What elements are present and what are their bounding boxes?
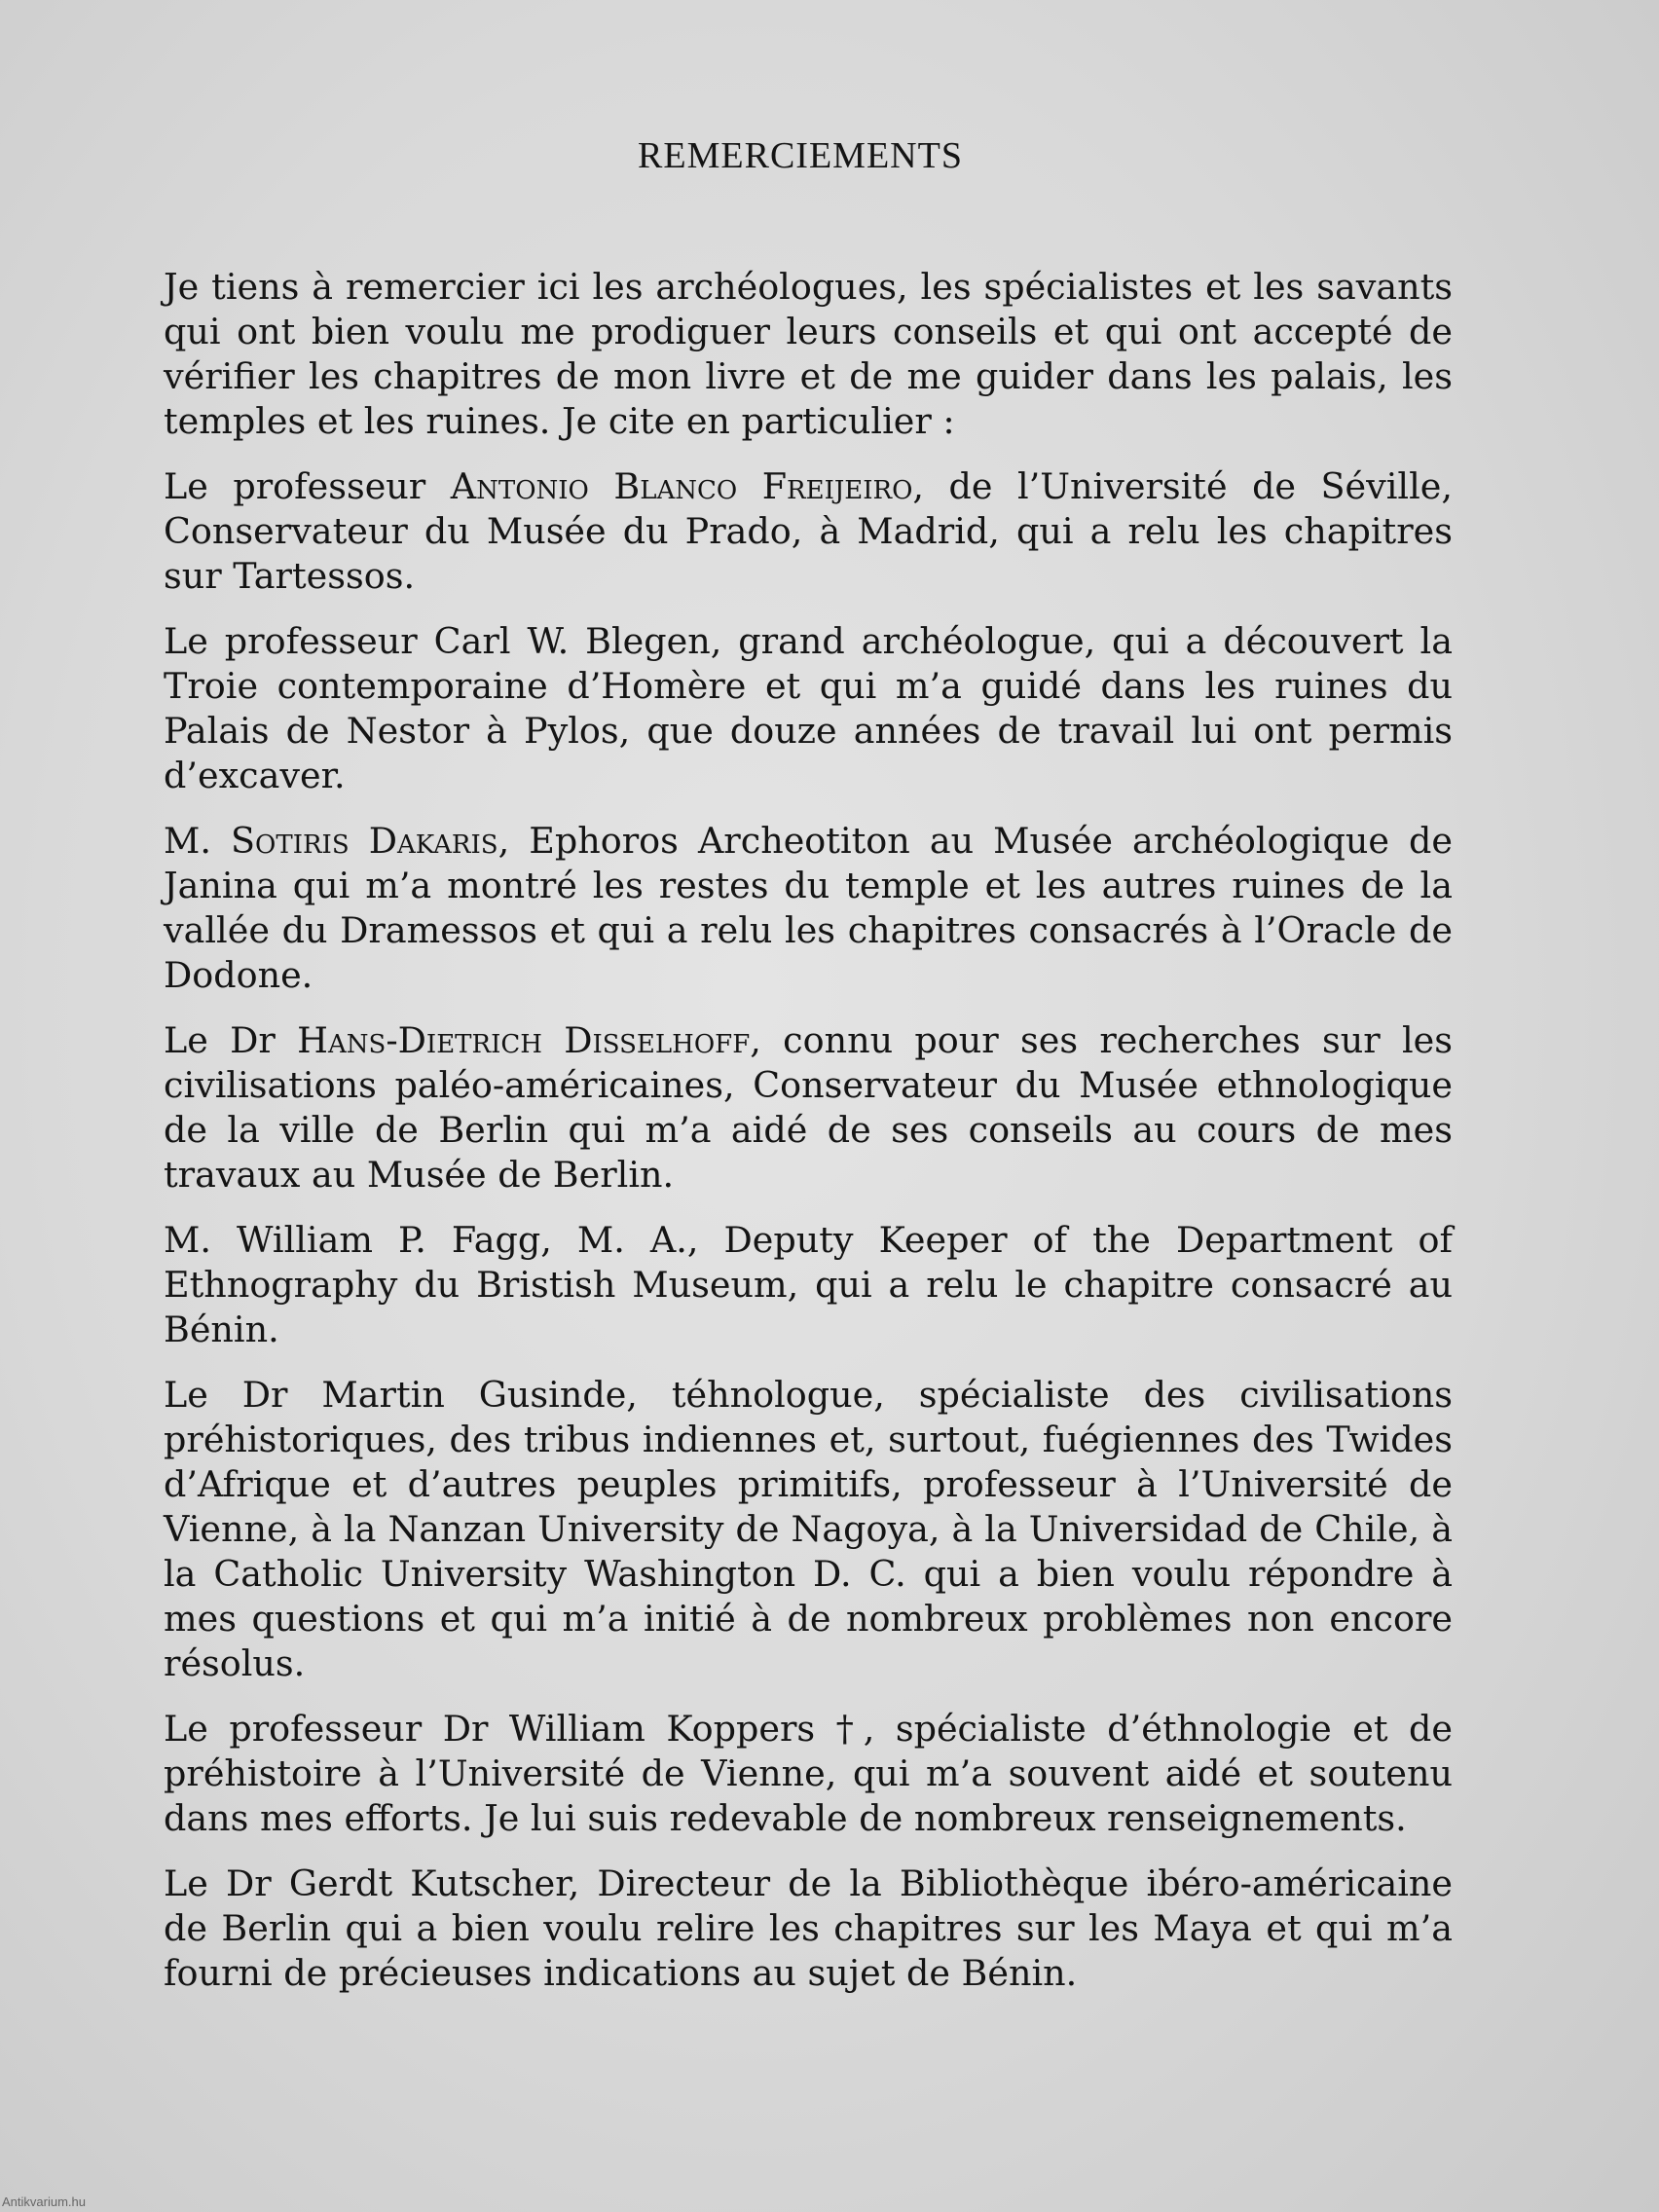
paragraph-koppers: Le professeur Dr William Koppers †, spécialiste d’éthnologie et de préhistoire à l’Université de Vienne, qui m’a souvent aidé et soutenu dans mes efforts. Je lui suis redevable de nombreux renseignements. xyxy=(164,1708,1453,1839)
watermark: Antikvarium.hu xyxy=(2,2194,86,2209)
text-suffix: , Ephoros Archeotiton au Musée archéologique de Janina qui m’a montré les restes du temple et les autres ruines de la vallée du Dramessos et qui a relu les chapitres consacrés à l’Oracle de Dodone. xyxy=(164,820,1453,996)
paragraph-dakaris xyxy=(164,819,1453,998)
page-title: REMERCIEMENTS xyxy=(638,135,963,176)
paragraph-disselhoff xyxy=(164,1018,1453,1198)
text-suffix: , connu pour ses recherches sur les civilisations paléo-américaines, Conservateur du Musée ethnologique de la ville de Berlin qui m’a aidé de ses conseils au cours de mes travaux au Musée de Berlin. xyxy=(164,1019,1453,1196)
paragraph-gusinde: Le Dr Martin Gusinde, téhnologue, spécialiste des civilisations préhistoriques, des tribus indiennes et, surtout, fuégiennes des Twides d’Afrique et d’autres peuples primitifs, professeur à l’Université de Vienne, à la Nanzan University de Nagoya, à la Universidad de Chile, à la Catholic University Washington D. C. qui a bien voulu répondre à mes questions et qui m’a initié à de nombreux problèmes non encore résolus. xyxy=(164,1374,1453,1684)
paragraph-fagg: M. William P. Fagg, M. A., Deputy Keeper of the Department of Ethnography du Bristish Museum, qui a relu le chapitre consacré au Bénin. xyxy=(164,1219,1453,1350)
text-suffix: , de l’Université de Séville, Conservateur du Musée du Prado, à Madrid, qui a relu les chapitres sur Tartessos. xyxy=(164,465,1453,597)
person-name: Antonio Blanco Freijeiro xyxy=(450,465,913,507)
person-name: Hans-Dietrich Disselhoff xyxy=(297,1019,751,1061)
text-prefix: Le professeur xyxy=(164,465,451,507)
paragraph-blegen: Le professeur Carl W. Blegen, grand archéologue, qui a découvert la Troie contemporaine d’Homère et qui m’a guidé dans les ruines du Palais de Nestor à Pylos, que douze années de travail lui ont permis d’excaver. xyxy=(164,620,1453,796)
text-prefix: Le Dr xyxy=(164,1019,298,1061)
paragraph-blanco-freijeiro xyxy=(164,464,1453,599)
acknowledgements-text xyxy=(164,265,1453,2016)
text-prefix: M. xyxy=(164,820,232,862)
paragraph-kutscher: Le Dr Gerdt Kutscher, Directeur de la Bibliothèque ibéro-américaine de Berlin qui a bien voulu relire les chapitres sur les Maya et qui m’a fourni de précieuses indications au sujet de Bénin. xyxy=(164,1862,1453,1994)
person-name: Sotiris Dakaris xyxy=(231,820,498,862)
intro-paragraph: Je tiens à remercier ici les archéologues, les spécialistes et les savants qui ont bien voulu me prodiguer leurs conseils et qui ont accepté de vérifier les chapitres de mon livre et de me guider dans les palais, les temples et les ruines. Je cite en particulier : xyxy=(164,266,1453,442)
